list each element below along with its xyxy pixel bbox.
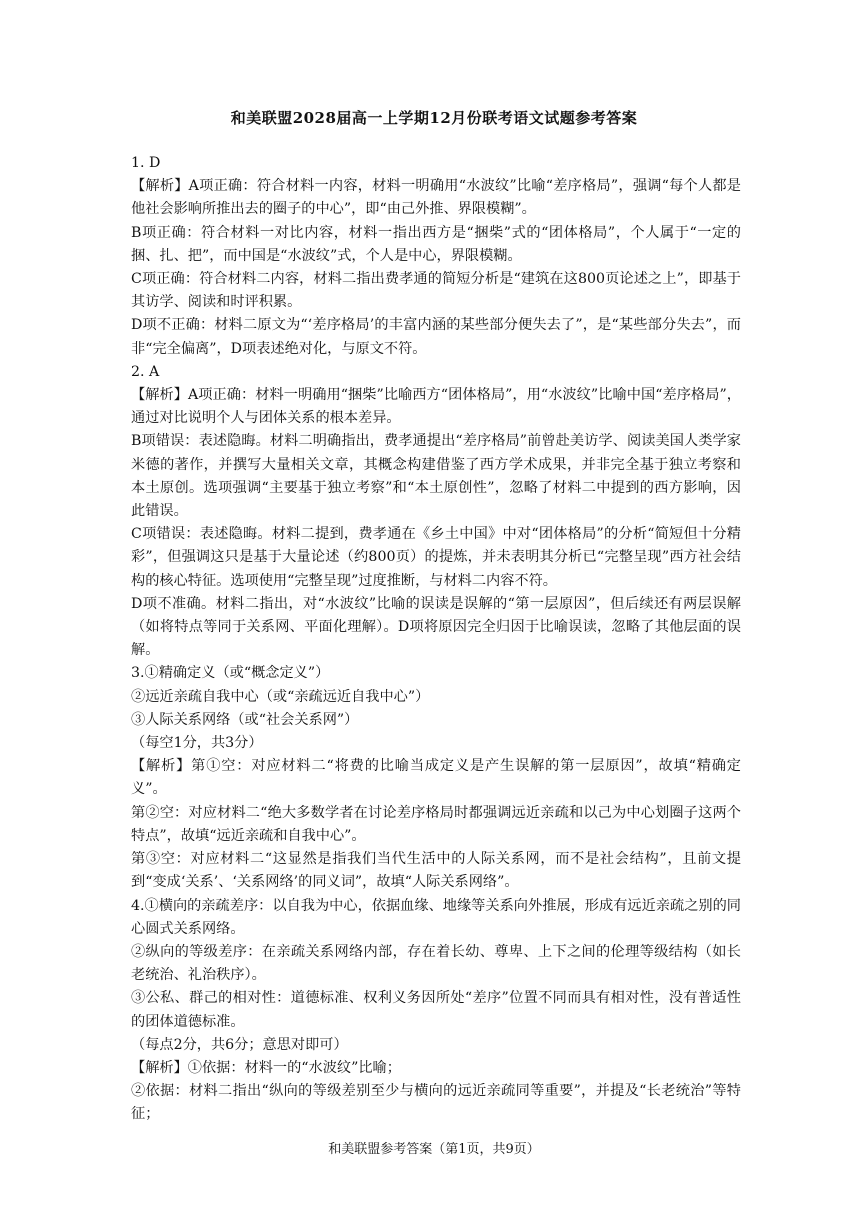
answer-line: B项错误：表述隐晦。材料二明确指出，费孝通提出“差序格局”前曾赴美访学、阅读美国人类学家米德的著作，并撰写大量相关文章，其概念构建借鉴了西方学术成果，并非完全基于独立考察和本土原创。选项强调“主要基于独立考察”和“本土原创性”，忽略了材料二中提到的西方影响，因此错误。: [131, 433, 741, 520]
answer-line: B项正确：符合材料一对比内容，材料一指出西方是“捆柴”式的“团体格局”，个人属于“一定的捆、扎、把”，而中国是“水波纹”式，个人是中心，界限模糊。: [131, 224, 741, 264]
answer-line: C项正确：符合材料二内容，材料二指出费孝通的简短分析是“建筑在这800页论述之上”，即基于其访学、阅读和时评积累。: [131, 271, 741, 311]
answer-line: D项不准确。材料二指出，对“水波纹”比喻的误读是误解的“第一层原因”，但后续还有两层误解（如将特点等同于关系网、平面化理解）。D项将原因完全归因于比喻误读，忽略了其他层面的误解。: [131, 595, 741, 659]
answer-line: 【解析】A项正确：材料一明确用“捆柴”比喻西方“团体格局”，用“水波纹”比喻中国“差序格局”，通过对比说明个人与团体关系的根本差异。: [131, 387, 741, 427]
answer-line: 3.①精确定义（或“概念定义”）: [131, 665, 330, 682]
answer-line: （每空1分，共3分）: [131, 735, 263, 752]
answer-line: C项错误：表述隐晦。材料二提到，费孝通在《乡土中国》中对“团体格局”的分析“简短但十分精彩”，但强调这只是基于大量论述（约800页）的提炼，并未表明其分析已“完整呈现”西方社会结构的核心特征。选项使用“完整呈现”过度推断，与材料二内容不符。: [131, 526, 741, 589]
answer-line: ②远近亲疏自我中心（或“亲疏远近自我中心”）: [131, 688, 430, 705]
answer-line: 1. D: [131, 155, 161, 171]
answer-line: ②依据：材料二指出“纵向的等级差别至少与横向的远近亲疏同等重要”，并提及“长老统治”等特征；: [131, 1083, 741, 1123]
answer-line: 第③空：对应材料二“这显然是指我们当代生活中的人际关系网，而不是社会结构”，且前文提到“变成‘关系’、‘关系网络’的同义词”，故填“人际关系网络”。: [131, 851, 741, 891]
answer-line: ③人际关系网络（或“社会关系网”）: [131, 711, 359, 728]
answer-line: 2. A: [131, 363, 160, 380]
answer-line: 【解析】第①空：对应材料二“将费的比喻当成定义是产生误解的第一层原因”，故填“精确定义”。: [131, 758, 741, 798]
answer-line: （每点2分，共6分；意思对即可）: [131, 1036, 348, 1053]
answer-line: 4.①横向的亲疏差序：以自我为中心，依据血缘、地缘等关系向外推展，形成有远近亲疏之别的同心圆式关系网络。: [131, 897, 741, 937]
answer-line: 【解析】A项正确：符合材料一内容，材料一明确用“水波纹”比喻“差序格局”，强调“每个人都是他社会影响所推出去的圈子的中心”，即“由己外推、界限模糊”。: [131, 178, 741, 218]
page-footer: 和美联盟参考答案（第1页，共9页）: [328, 1142, 540, 1157]
answer-line: ②纵向的等级差序：在亲疏关系网络内部，存在着长幼、尊卑、上下之间的伦理等级结构（如长老统治、礼治秩序）。: [131, 943, 741, 984]
answer-content: [131, 152, 741, 1127]
answer-line: 第②空：对应材料二“绝大多数学者在讨论差序格局时都强调远近亲疏和以己为中心划圈子这两个特点”，故填“远近亲疏和自我中心”。: [131, 804, 741, 844]
page-title: 和美联盟2028届高一上学期12月份联考语文试题参考答案: [230, 109, 638, 127]
answer-line: 【解析】①依据：材料一的“水波纹”比喻；: [131, 1059, 401, 1076]
answer-line: ③公私、群己的相对性：道德标准、权利义务因所处“差序”位置不同而具有相对性，没有普适性的团体道德标准。: [131, 990, 741, 1030]
answer-line: D项不正确：材料二原文为“‘差序格局’的丰富内涵的某些部分便失去了”，是“某些部分失去”，而非“完全偏离”，D项表述绝对化，与原文不符。: [131, 317, 741, 357]
